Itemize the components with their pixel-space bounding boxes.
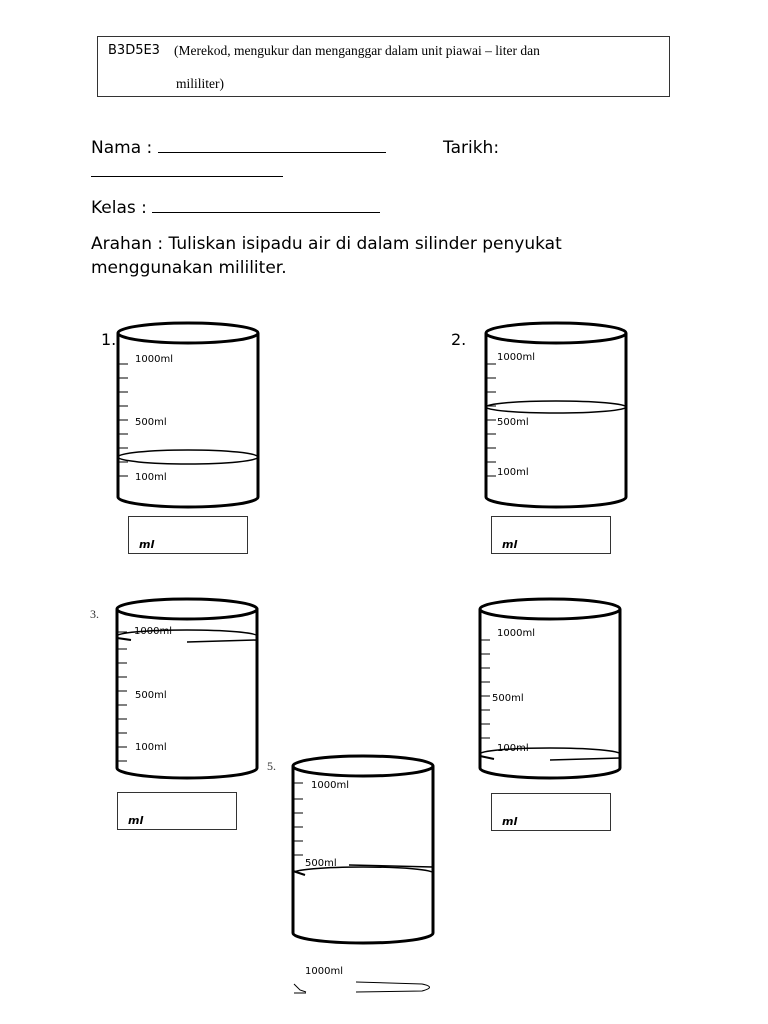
answer-unit-4: ml [502, 815, 518, 828]
c2-scale-500: 500ml [497, 417, 529, 428]
answer-box-4[interactable] [491, 793, 611, 831]
answer-box-2[interactable] [491, 516, 611, 554]
c1-scale-1000: 1000ml [135, 354, 173, 365]
topic-code: B3D5E3 [108, 43, 160, 58]
name-label: Nama : [91, 138, 153, 158]
c2-scale-100: 100ml [497, 467, 529, 478]
class-label: Kelas : [91, 198, 147, 218]
measuring-cylinder-3 [109, 596, 269, 786]
name-blank[interactable] [158, 138, 386, 153]
date-blank-line [91, 162, 283, 182]
c3-scale-500: 500ml [135, 690, 167, 701]
c5-scale-1000: 1000ml [311, 780, 349, 791]
class-line [91, 198, 380, 218]
c4-scale-1000: 1000ml [497, 628, 535, 639]
measuring-cylinder-5 [285, 753, 445, 953]
topic-description-line1: (Merekod, mengukur dan menganggar dalam unit piawai – liter dan [174, 43, 540, 58]
footer-scale-1000: 1000ml [305, 966, 343, 977]
question-number-3: 3. [90, 607, 99, 621]
c1-scale-100: 100ml [135, 472, 167, 483]
measuring-cylinder-4 [472, 596, 632, 786]
footer-cylinder-fragment [292, 978, 442, 998]
instruction [91, 232, 651, 280]
answer-box-3[interactable] [117, 792, 237, 830]
answer-unit-3: ml [128, 814, 144, 827]
header-box [97, 36, 670, 97]
c1-scale-500: 500ml [135, 417, 167, 428]
question-number-1: 1. [101, 330, 117, 349]
c3-scale-1000: 1000ml [134, 626, 172, 637]
question-number-2: 2. [451, 330, 467, 349]
answer-unit-2: ml [502, 538, 518, 551]
measuring-cylinder-1 [110, 320, 270, 510]
instruction-label: Arahan : [91, 234, 164, 254]
c3-scale-100: 100ml [135, 742, 167, 753]
c2-scale-1000: 1000ml [497, 352, 535, 363]
question-number-5: 5. [267, 759, 276, 773]
instruction-text: Tuliskan isipadu air di dalam silinder penyukat menggunakan mililiter. [91, 234, 562, 278]
answer-box-1[interactable] [128, 516, 248, 554]
topic-description-line2: mililiter) [176, 76, 224, 91]
date-label: Tarikh: [443, 138, 500, 158]
c4-scale-500: 500ml [492, 693, 524, 704]
c4-scale-100: 100ml [497, 743, 529, 754]
answer-unit-1: ml [139, 538, 155, 551]
measuring-cylinder-2 [478, 320, 638, 510]
c5-scale-500: 500ml [305, 858, 337, 869]
name-line [91, 138, 386, 158]
date-line [443, 138, 499, 158]
date-blank[interactable] [91, 162, 283, 177]
class-blank[interactable] [152, 198, 380, 213]
